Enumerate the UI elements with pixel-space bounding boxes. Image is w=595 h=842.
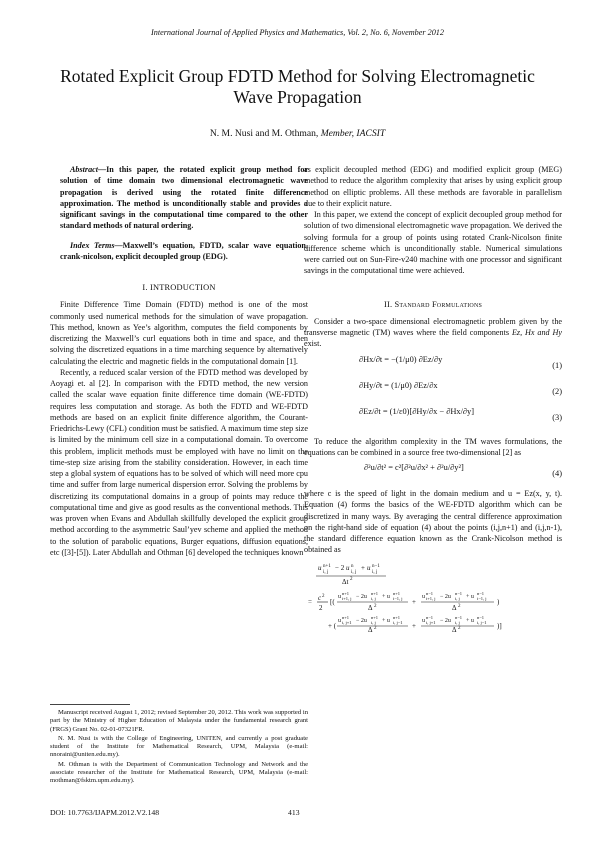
formulation-text-tail: exist. (304, 339, 322, 349)
svg-text:− 2u: − 2u (440, 617, 451, 624)
svg-text:+: + (412, 597, 416, 606)
svg-text:n−1: n−1 (426, 614, 434, 620)
abstract-block (50, 164, 308, 262)
svg-text:Δ: Δ (368, 603, 373, 612)
svg-text:i, j−1: i, j−1 (477, 619, 487, 625)
intro-continued-paragraph: as explicit decoupled method (EDG) and modified explicit group (MEG) method to reduce the algorithm complexity that arises by using explicit group method on elliptic problems. All these methods are favorable in parallelism due to their explicit nature. (304, 165, 562, 208)
svg-text:i, j+1: i, j+1 (342, 619, 352, 625)
svg-text:2: 2 (458, 603, 461, 609)
svg-text:c: c (318, 593, 322, 602)
svg-text:2: 2 (319, 603, 323, 612)
svg-text:)]: )] (497, 621, 502, 630)
svg-text:n−1: n−1 (426, 590, 434, 596)
svg-text:i, j+1: i, j+1 (426, 619, 436, 625)
svg-text:[(: [( (330, 597, 335, 606)
formulation-paragraph-3: where c is the speed of light in the domain medium and u = Ez(x, y, t). Equation (4) forms the basics of the WE-FDTD algorithm which can be discretized in many ways. By averaging the central difference approximation on the right-hand side of equation (4) about the points (i,j,n+1) and (i,j,n-1), the standard difference equation known as the Crank-Nicolson method is obtained as (304, 489, 562, 555)
svg-text:n+1: n+1 (371, 614, 379, 620)
authors-line (0, 128, 595, 139)
svg-text:− 2u: − 2u (440, 593, 451, 600)
footnote-author1: N. M. Nusi is with the College of Engineering, UNITEN, and currently a post graduate student of the Institute for Mathematical Research, UPM, Malaysia (e-mail: nnoraini@uniten.edu.my). (50, 734, 308, 759)
svg-text:n+1: n+1 (371, 590, 379, 596)
intro-paragraph-1: Finite Difference Time Domain (FDTD) method is one of the most commonly used numerical methods for the simulation of wave propagation. This method, known as Yee’s algorithm, computes the field components by discretizing the Maxwell’s curl equations both in time and space, and then solving the discretized equations in a time marching sequence by alternatively calculating the electric and magnetic fields in the computational domain [1]. (50, 300, 308, 366)
equation-3-body: ∂Ez/∂t = (1/ε0)[∂Hy/∂x − ∂Hx/∂y] (359, 406, 475, 416)
svg-text:Δ: Δ (452, 603, 457, 612)
abstract-label: Abstract (70, 165, 98, 174)
svg-text:=: = (308, 597, 312, 606)
left-column (50, 164, 308, 558)
svg-text:i+1, j: i+1, j (426, 595, 436, 601)
svg-text:n+1: n+1 (393, 614, 401, 620)
svg-text:i, j: i, j (323, 569, 329, 575)
footnote-rule (50, 704, 130, 705)
svg-text:i+1, j: i+1, j (342, 595, 352, 601)
equation-3 (304, 406, 562, 428)
svg-text:u: u (346, 563, 350, 572)
svg-text:u: u (367, 563, 371, 572)
svg-text:Δt: Δt (342, 577, 349, 586)
doi: DOI: 10.7763/IJAPM.2012.V2.148 (50, 808, 160, 817)
equation-4 (304, 462, 562, 484)
equation-1-body: ∂Hx/∂t = −(1/μ0) ∂Ez/∂y (359, 354, 443, 364)
formulation-text: Consider a two-space dimensional electromagnetic problem given by the transverse magnetic (TM) waves where the field components (304, 316, 562, 337)
field-components: Ez, Hx and Hy (511, 328, 563, 337)
svg-text:Δ: Δ (368, 625, 373, 632)
svg-text:i−1, j: i−1, j (393, 595, 403, 601)
index-terms-text: —Maxwell’s equation, FDTD, scalar wave equation, crank-nicolson, explicit decoupled group (EDG). (60, 240, 308, 261)
equation-4-body: ∂²u/∂t² = c²[∂²u/∂x² + ∂²u/∂y²] (364, 463, 464, 472)
formulation-paragraph-1 (304, 316, 562, 350)
svg-text:2: 2 (350, 576, 353, 582)
svg-text:i, j: i, j (372, 569, 378, 575)
svg-text:+: + (412, 621, 416, 630)
svg-text:n+1: n+1 (342, 590, 350, 596)
svg-text:i, j: i, j (455, 619, 460, 625)
svg-text:+ u: + u (466, 617, 474, 624)
footnote-manuscript: Manuscript received August 1, 2012; revised September 20, 2012. This work was supported in part by the Ministry of Higher Education of Malaysia under the fundamental research grant (FRGS) Grant No. 02-01-07321FR. (50, 709, 308, 733)
svg-text:n: n (351, 563, 354, 569)
index-terms-paragraph (60, 240, 308, 263)
intro-paragraph-2: Recently, a reduced scalar version of the FDTD method was developed by Aoyagi et. al [2]. In comparison with the FDTD method, the new version called the scalar wave equation finite difference time domain (WE-FDTD) requires less computation and storage. As both the FDTD and WE-FDTD methods are based on an explicit finite difference algorithm, the Courant-Friedrichs-Lewy (CFL) condition must be satisfied. A maximum time step size is limited by the minimum cell size in a computational domain. To overcome this problem, implicit methods must be employed with have no limit on the time-step size arising from the stability consideration. However, in each time step a global system of equations has to be solved of which will need more cpu time and suffer from large numerical dispersion error. Solving the problems by discretizing its computational domains in a group of points may reduce the computational time and give as good results as the conventional methods. This was proven when Evans and Abdullah skillfully developed the explicit group method according to the asymmetric Saul’yev scheme and applied the method to the solution of parabolic equations, Burger equations, diffusion equations, etc ([3]-[5]). Later Abdullah and Othman [6] developed the techniques known (50, 367, 308, 557)
section-heading-introduction: I. INTRODUCTION (142, 283, 216, 292)
svg-text:− 2u: − 2u (356, 617, 367, 624)
svg-text:+ u: + u (382, 617, 390, 624)
section-title: Standard Formulations (394, 299, 483, 309)
footnote-author2: M. Othman is with the Department of Communication Technology and Network and the associate researcher of the Institute for Mathematical Research, UPM, Malaysia (e-mail: mothman@fsktm.upm.edu.my). (50, 760, 308, 785)
svg-text:2: 2 (374, 625, 377, 631)
svg-text:− 2: − 2 (335, 563, 345, 572)
paper-title: Rotated Explicit Group FDTD Method for Solving Electromagnetic Wave Propagation (60, 66, 535, 107)
svg-text:Δ: Δ (452, 625, 457, 632)
crank-nicolson-equation (304, 562, 562, 635)
equation-2-body: ∂Hy/∂t = (1/μ0) ∂Ez/∂x (359, 380, 438, 390)
svg-text:+ u: + u (466, 593, 474, 600)
crank-nicolson-equation-graphic (304, 562, 562, 632)
svg-text:i, j: i, j (351, 569, 357, 575)
svg-text:i−1, j: i−1, j (477, 595, 487, 601)
svg-text:n−1: n−1 (455, 614, 463, 620)
svg-text:i, j: i, j (371, 595, 376, 601)
abstract-paragraph (60, 164, 308, 232)
svg-text:n+1: n+1 (393, 590, 401, 596)
journal-header: International Journal of Applied Physics and Mathematics, Vol. 2, No. 6, November 2012 (151, 28, 444, 37)
svg-text:2: 2 (322, 593, 325, 599)
svg-text:+ u: + u (382, 593, 390, 600)
svg-text:n−1: n−1 (455, 590, 463, 596)
page-number: 413 (288, 808, 300, 817)
intro-paragraph-3: In this paper, we extend the concept of explicit decoupled group method for solution of two dimensional electromagnetic wave propagation. We derived the solving formula for a group of points using rotated Crank-Nicolson finite difference scheme which is unconditionally stable. Numerical simulations were carried out on Sun-Fire-v240 machine with one processor and significant savings in the computational time were achieved. (304, 210, 562, 276)
svg-text:i, j−1: i, j−1 (393, 619, 403, 625)
svg-text:2: 2 (458, 625, 461, 631)
svg-text:n+1: n+1 (342, 614, 350, 620)
svg-text:n−1: n−1 (372, 563, 380, 569)
svg-text:u: u (422, 617, 425, 624)
svg-text:+ (: + ( (328, 621, 337, 630)
svg-text:i, j: i, j (371, 619, 376, 625)
svg-text:+: + (361, 563, 365, 572)
equation-1-number: (1) (552, 360, 562, 370)
svg-text:n−1: n−1 (477, 590, 485, 596)
section-number: II. (383, 299, 395, 309)
author-names: N. M. Nusi and M. Othman, (209, 128, 321, 139)
equation-2 (304, 380, 562, 402)
svg-text:− 2u: − 2u (356, 593, 367, 600)
equation-1 (304, 354, 562, 376)
svg-text:u: u (338, 617, 341, 624)
section-heading-standard-formulations (304, 299, 562, 310)
equation-3-number: (3) (552, 412, 562, 422)
svg-text:u: u (318, 563, 322, 572)
svg-text:i, j: i, j (455, 595, 460, 601)
right-column (304, 164, 562, 635)
svg-text:): ) (497, 597, 500, 606)
formulation-paragraph-2: To reduce the algorithm complexity in the TM waves formulations, the equations can be combined in a source free two-dimensional [2] as (304, 436, 562, 457)
svg-text:n−1: n−1 (477, 614, 485, 620)
footnote-block (50, 709, 308, 787)
abstract-text: —In this paper, the rotated explicit group method for solution of time domain two dimensional electromagnetic wave propagation is derived using the rotated finite difference approximation. The method is unconditionally stable and provides a significant savings in the computational time compared to the other standard methods of natural ordering. (60, 165, 308, 231)
author-role: Member, IACSIT (320, 128, 386, 139)
svg-text:u: u (422, 593, 425, 600)
svg-text:n+1: n+1 (323, 563, 331, 569)
svg-text:u: u (338, 593, 341, 600)
equation-4-number: (4) (552, 469, 562, 478)
equation-2-number: (2) (552, 386, 562, 396)
index-terms-label: Index Terms (70, 240, 115, 250)
svg-text:2: 2 (374, 603, 377, 609)
